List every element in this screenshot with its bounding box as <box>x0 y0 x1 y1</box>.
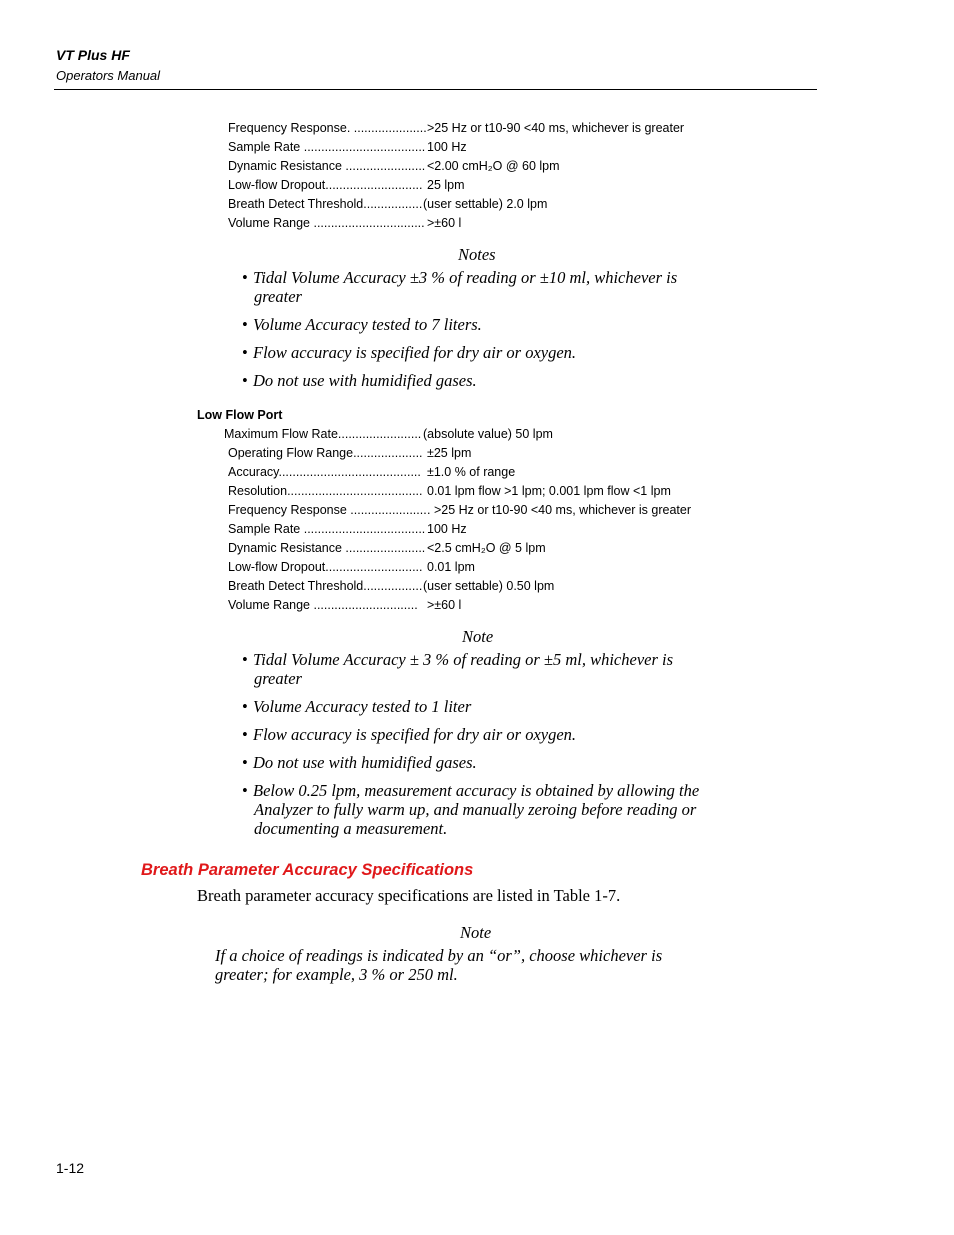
note-bullet: • Below 0.25 lpm, measurement accuracy is obtained by allowing the Analyzer to fully warm up, and manually zeroing before reading or documenting a measurement. <box>242 781 700 838</box>
spec-label: Breath Detect Threshold................. <box>228 197 423 211</box>
note-bullet: • Do not use with humidified gases. <box>242 371 477 390</box>
spec-label: Volume Range .............................. <box>228 598 418 612</box>
spec-value: 100 Hz <box>427 140 467 154</box>
spec-row <box>228 522 467 537</box>
body-paragraph: Breath parameter accuracy specifications are listed in Table 1-7. <box>197 886 621 905</box>
spec-value: ±1.0 % of range <box>427 465 516 479</box>
page-number: 1-12 <box>56 1160 85 1176</box>
spec-value: >±60 l <box>427 216 462 230</box>
spec-value: 0.01 lpm flow >1 lpm; 0.001 lpm flow <1 lpm <box>427 484 671 498</box>
spec-label: Dynamic Resistance ....................... <box>228 541 426 555</box>
spec-label: Low-flow Dropout............................ <box>228 560 423 574</box>
spec-value: 100 Hz <box>427 522 467 536</box>
note-bullet: • Do not use with humidified gases. <box>242 753 477 772</box>
spec-row <box>228 465 516 480</box>
spec-label: Volume Range ................................ <box>228 216 425 230</box>
spec-row <box>228 579 555 594</box>
spec-row <box>228 560 475 575</box>
spec-row <box>228 159 560 174</box>
spec-row <box>228 140 467 155</box>
bullet-dot: • <box>242 781 248 800</box>
bullet-dot: • <box>242 268 248 287</box>
spec-value: (absolute value) 50 lpm <box>423 427 553 441</box>
spec-row <box>228 216 462 231</box>
spec-label: Frequency Response ...................... <box>228 503 427 517</box>
spec-row <box>228 178 465 193</box>
bullet-dot: • <box>242 343 248 362</box>
document-subtitle: Operators Manual <box>56 68 161 83</box>
note-bullet: • Tidal Volume Accuracy ± 3 % of reading or ±5 ml, whichever is greater <box>242 650 674 688</box>
note-bullet: • Volume Accuracy tested to 1 liter <box>242 697 472 716</box>
note-paragraph: If a choice of readings is indicated by an “or”, choose whichever is greater; for example, 3 % or 250 ml. <box>215 946 663 984</box>
note-heading: Note <box>460 923 492 942</box>
spec-value: 0.01 lpm <box>427 560 475 574</box>
note-bullet: • Flow accuracy is specified for dry air or oxygen. <box>242 725 577 744</box>
spec-value: ±25 lpm <box>427 446 472 460</box>
spec-label: Resolution....................................... <box>228 484 423 498</box>
spec-row <box>228 121 685 136</box>
bullet-dot: • <box>242 753 248 772</box>
spec-label: Sample Rate ................................... <box>228 522 426 536</box>
notes-heading: Note <box>462 627 494 646</box>
spec-label: Frequency Response. ..................... <box>228 121 427 135</box>
spec-value: <2.5 cmH₂O @ 5 lpm <box>427 541 546 555</box>
header-divider <box>54 89 817 90</box>
spec-row <box>228 541 546 556</box>
bullet-dot: • <box>242 650 248 669</box>
spec-label: Low-flow Dropout............................ <box>228 178 423 192</box>
spec-value: <2.00 cmH₂O @ 60 lpm <box>427 159 560 173</box>
spec-row <box>228 446 472 461</box>
spec-label: Maximum Flow Rate........................ <box>224 427 422 441</box>
spec-label: Operating Flow Range.................... <box>228 446 423 460</box>
section-heading: Breath Parameter Accuracy Specifications <box>141 861 474 879</box>
note-bullet: • Tidal Volume Accuracy ±3 % of reading or ±10 ml, whichever is greater <box>242 268 678 306</box>
spec-value: . >25 Hz or t10-90 <40 ms, whichever is greater <box>427 503 692 517</box>
spec-label: Sample Rate ................................... <box>228 140 426 154</box>
spec-label: Dynamic Resistance ....................... <box>228 159 426 173</box>
bullet-dot: • <box>242 725 248 744</box>
bullet-dot: • <box>242 371 248 390</box>
spec-label: Breath Detect Threshold................. <box>228 579 423 593</box>
document-title: VT Plus HF <box>56 47 130 63</box>
spec-row <box>228 197 548 212</box>
spec-row <box>228 484 671 499</box>
spec-value: >25 Hz or t10-90 <40 ms, whichever is greater <box>427 121 685 135</box>
spec-row <box>224 427 553 442</box>
spec-value: >±60 l <box>427 598 462 612</box>
spec-label: Accuracy......................................... <box>228 465 421 479</box>
note-bullet: • Volume Accuracy tested to 7 liters. <box>242 315 482 334</box>
spec-value: (user settable) 0.50 lpm <box>423 579 555 593</box>
spec-value: (user settable) 2.0 lpm <box>423 197 548 211</box>
notes-heading: Notes <box>458 245 496 264</box>
spec-row <box>228 503 692 518</box>
bullet-dot: • <box>242 315 248 334</box>
low-flow-heading: Low Flow Port <box>197 408 283 422</box>
spec-row <box>228 598 462 613</box>
note-bullet: • Flow accuracy is specified for dry air or oxygen. <box>242 343 577 362</box>
spec-value: 25 lpm <box>427 178 465 192</box>
bullet-dot: • <box>242 697 248 716</box>
